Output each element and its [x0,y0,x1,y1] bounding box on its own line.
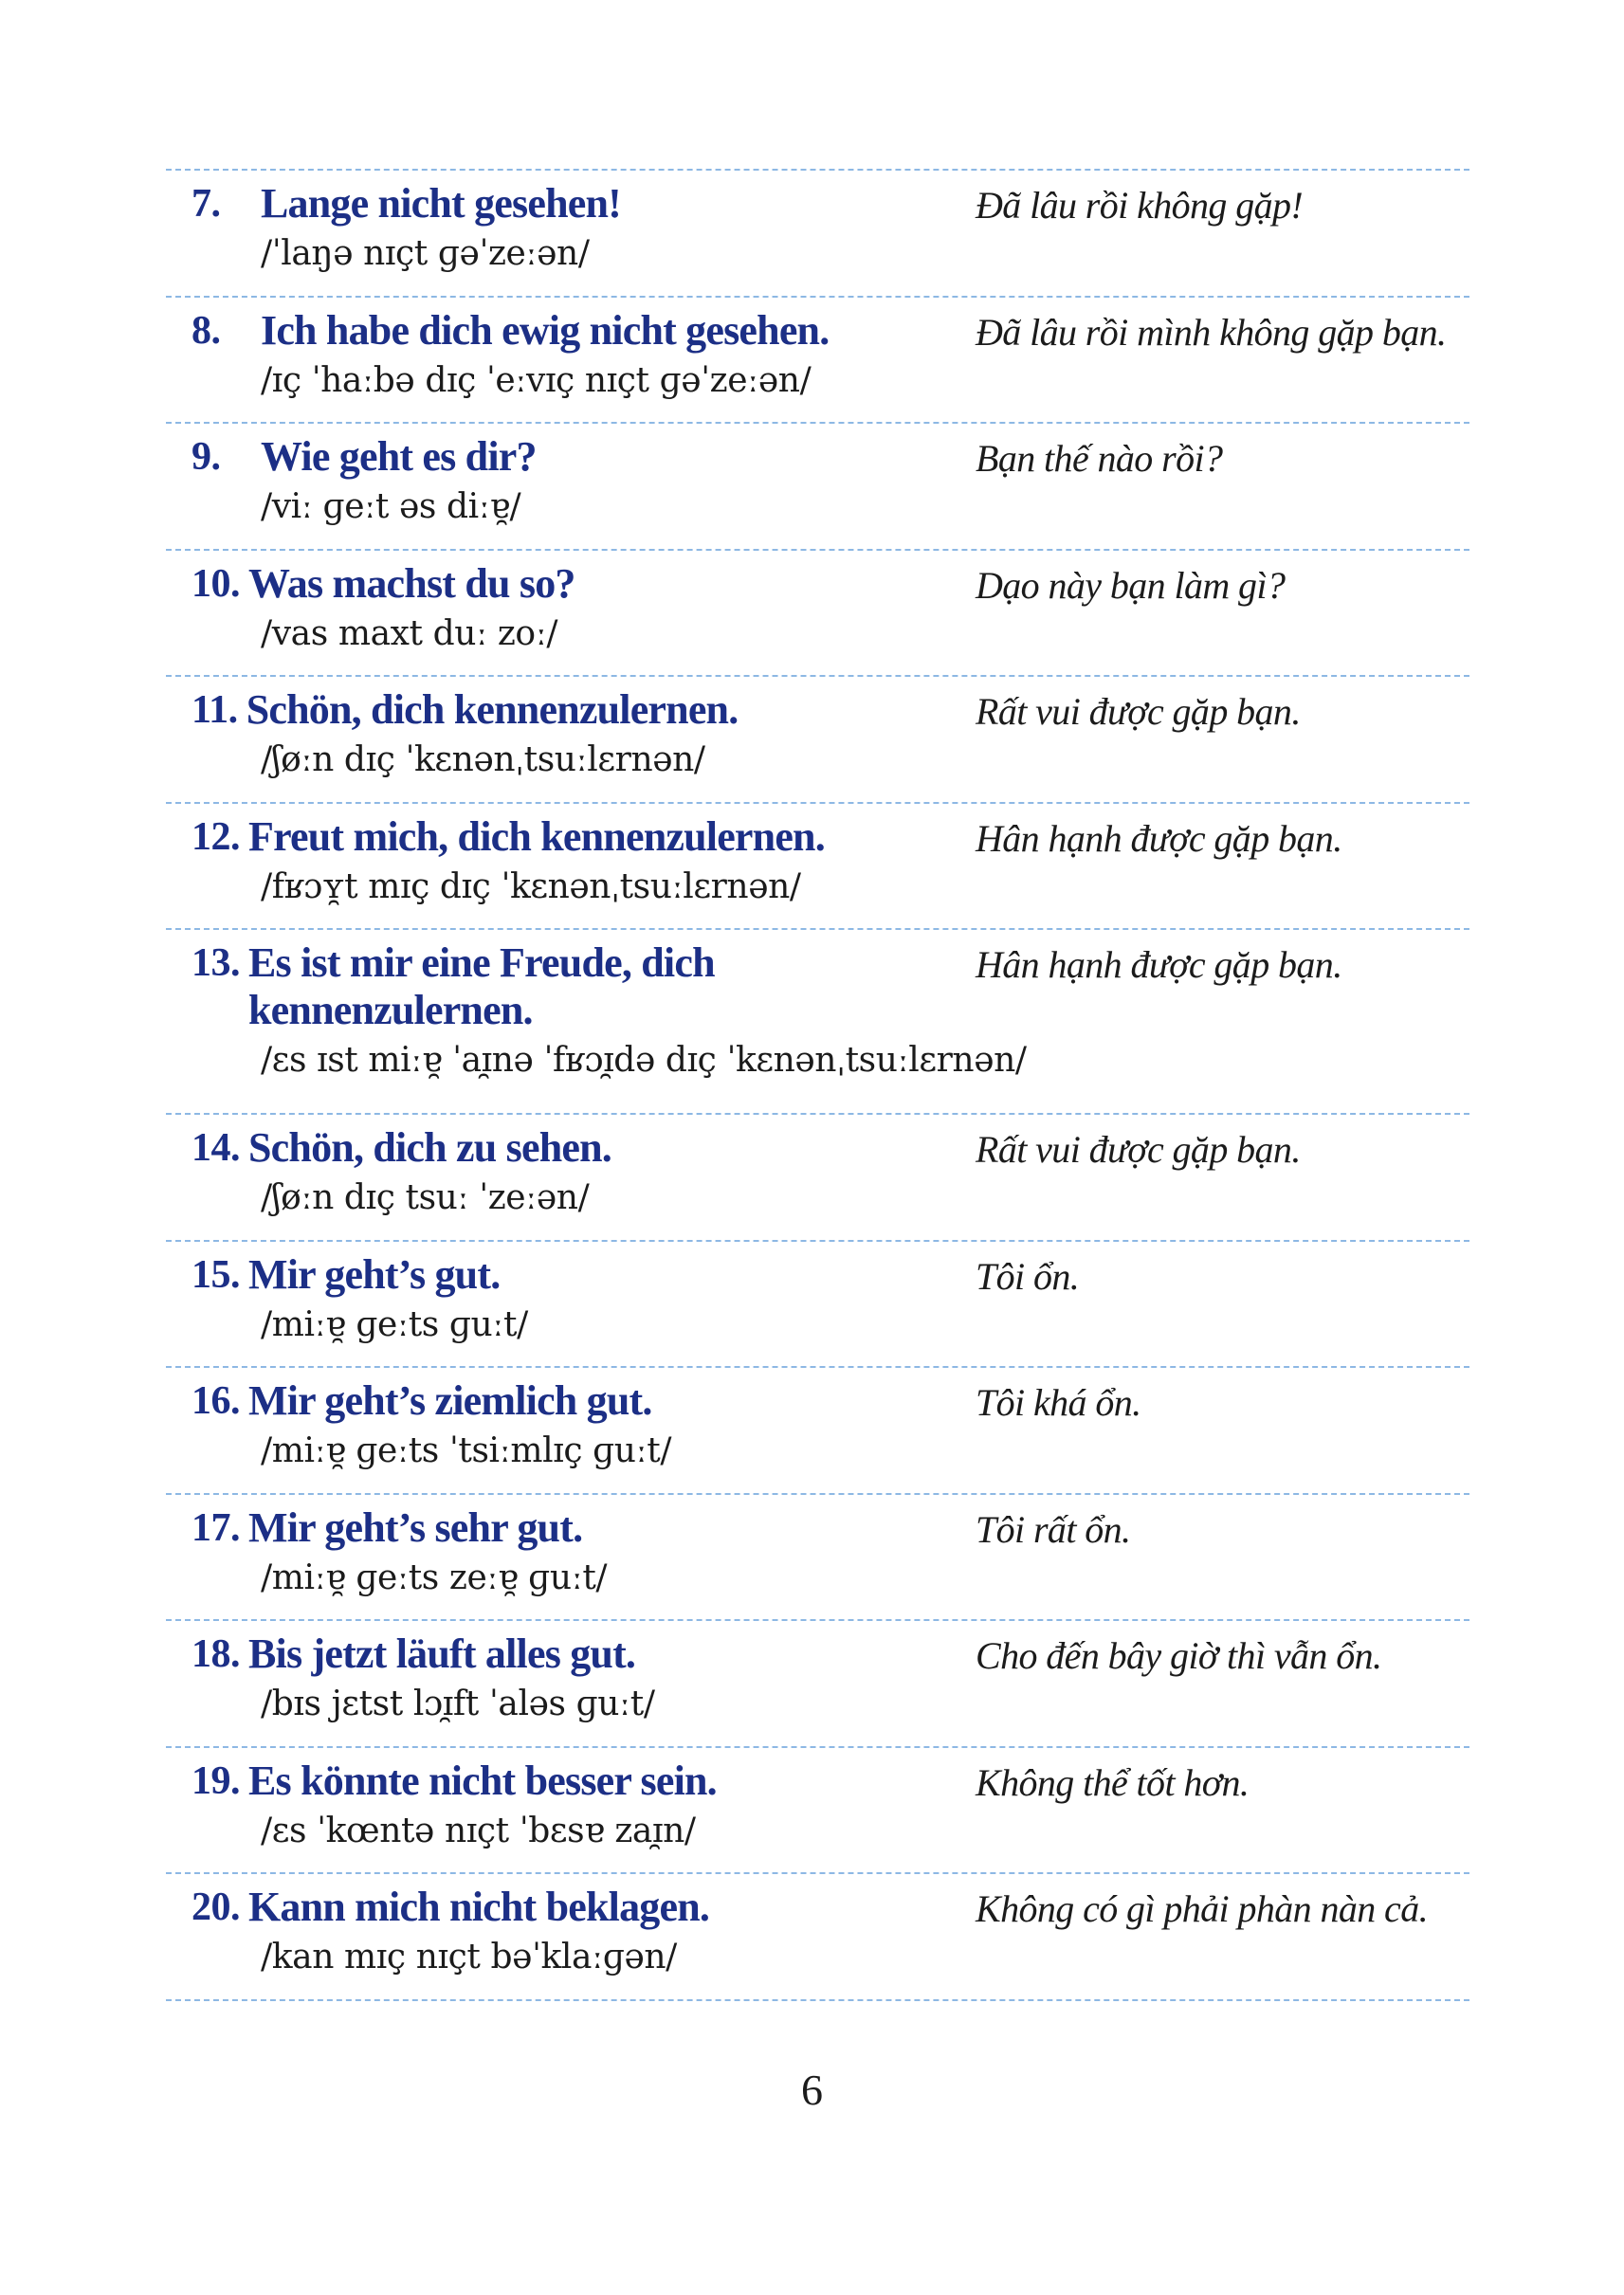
page-number: 6 [801,2066,823,2114]
german-phrase: Mir geht’s ziemlich gut. [248,1377,652,1424]
phrase-entry [166,1495,1469,1622]
german-phrase: Schön, dich kennenzulernen. [246,686,739,733]
phrase-number: 18. [192,1632,240,1676]
german-phrase: Ich habe dich ewig nicht gesehen. [261,306,830,354]
vietnamese-translation: Cho đến bây giờ thì vẫn ổn. [976,1634,1382,1677]
phrase-number: 10. [192,561,240,606]
german-phrase: Mir geht’s gut. [248,1250,501,1298]
phrase-number: 13. [192,941,240,985]
phrase-head [166,1504,1469,1552]
phrase-head [166,1377,1469,1425]
phrase-number: 17. [192,1505,240,1550]
vietnamese-translation: Hân hạnh được gặp bạn. [976,816,1342,860]
german-phrase: Was machst du so? [248,559,575,607]
vietnamese-translation: Tôi khá ổn. [976,1381,1141,1424]
phrase-number: 16. [192,1379,240,1423]
german-phrase: Bis jetzt läuft alles gut. [248,1630,636,1677]
phrase-head [166,1251,1469,1299]
german-phrase: Es ist mir eine Freude, dich kennenzulernen. [248,939,715,1033]
ipa-transcription: /ɛs ˈkœntə nɪçt ˈbɛsɐ zaɪ̯n/ [261,1811,696,1850]
ipa-transcription: /ˈlaŋə nɪçt ɡəˈzeːən/ [261,234,590,273]
german-phrase: Freut mich, dich kennenzulernen. [248,812,825,860]
phrase-number: 14. [192,1126,240,1170]
phrase-entry [166,298,1469,425]
vietnamese-translation: Bạn thế nào rồi? [976,437,1223,480]
phrase-number: 15. [192,1252,240,1297]
phrase-head [166,1758,1469,1805]
ipa-transcription: /miːɐ̯ ɡeːts ˈtsiːmlɪç ɡuːt/ [261,1431,672,1470]
vietnamese-translation: Hân hạnh được gặp bạn. [976,943,1342,986]
phrase-number: 20. [192,1885,240,1929]
ipa-transcription: /vas maxt duː zoː/ [261,613,558,653]
vietnamese-translation: Đã lâu rồi không gặp! [976,184,1304,227]
phrase-entry [166,424,1469,551]
vietnamese-translation: Đã lâu rồi mình không gặp bạn. [976,310,1447,354]
ipa-transcription: /fʁɔʏ̯t mɪç dɪç ˈkɛnənˌtsuːlɛrnən/ [261,866,801,906]
phrase-entry [166,677,1469,804]
phrase-number: 9. [192,435,221,479]
vietnamese-translation: Dạo này bạn làm gì? [976,563,1286,607]
german-phrase: Kann mich nicht beklagen. [248,1884,710,1930]
phrase-entry [166,1874,1469,2001]
phrase-entry [166,1748,1469,1875]
german-phrase: Schön, dich zu sehen. [248,1124,611,1171]
german-phrase: Es könnte nicht besser sein. [248,1757,717,1804]
vietnamese-translation: Rất vui được gặp bạn. [976,690,1301,733]
phrase-entry [166,930,1469,1115]
ipa-transcription: /viː ɡeːt əs diːɐ̯/ [261,487,521,526]
german-phrase: Wie geht es dir? [261,433,537,480]
ipa-transcription: /bɪs jɛtst lɔɪ̯ft ˈaləs ɡuːt/ [261,1685,655,1723]
phrase-number: 8. [192,308,221,353]
phrase-number: 19. [192,1758,240,1803]
vietnamese-translation: Tôi rất ổn. [976,1507,1131,1551]
phrase-entry [166,1115,1469,1242]
phrase-entry [166,551,1469,678]
vietnamese-translation: Không có gì phải phàn nàn cả. [976,1887,1429,1930]
phrase-entry [166,1242,1469,1369]
ipa-transcription: /miːɐ̯ ɡeːts ɡuːt/ [261,1304,528,1344]
phrase-entry [166,171,1469,298]
phrase-list [166,169,1469,2001]
german-phrase: Lange nicht gesehen! [261,180,622,227]
phrase-entry [166,1621,1469,1748]
ipa-transcription: /ɪç ˈhaːbə dɪç ˈeːvɪç nɪçt ɡəˈzeːən/ [261,360,812,400]
ipa-transcription: /ʃøːn dɪç tsuː ˈzeːən/ [261,1178,590,1217]
phrase-entry [166,804,1469,931]
phrase-entry [166,1368,1469,1495]
vietnamese-translation: Không thể tốt hơn. [976,1760,1250,1804]
german-phrase: Mir geht’s sehr gut. [248,1503,583,1551]
ipa-transcription: /kan mɪç nɪçt bəˈklaːɡən/ [261,1938,677,1976]
phrase-head [166,433,1469,481]
phrase-number: 7. [192,182,221,226]
vietnamese-translation: Tôi ổn. [976,1254,1080,1298]
phrase-number: 12. [192,814,240,859]
ipa-transcription: /ʃøːn dɪç ˈkɛnənˌtsuːlɛrnən/ [261,740,705,779]
phrase-number: 11. [192,688,238,732]
ipa-transcription: /miːɐ̯ ɡeːts zeːɐ̯ ɡuːt/ [261,1557,608,1597]
vietnamese-translation: Rất vui được gặp bạn. [976,1128,1301,1171]
ipa-transcription: /ɛs ɪst miːɐ̯ ˈaɪ̯nə ˈfʁɔɪ̯də dɪç ˈkɛnənˌtsuːlɛrnən/ [261,1041,1027,1080]
